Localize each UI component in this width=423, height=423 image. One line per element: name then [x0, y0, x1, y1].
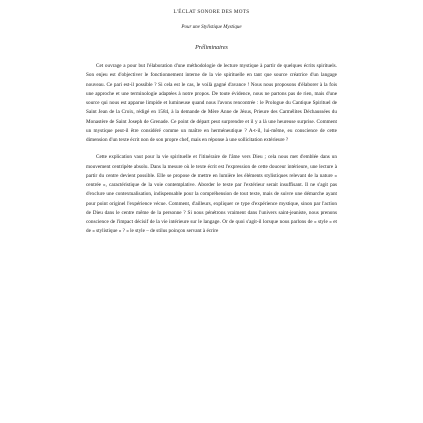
section-heading: Préliminaires: [195, 45, 228, 51]
running-title: L'ÉCLAT SONORE DES MOTS: [173, 9, 250, 15]
paragraph: Cet ouvrage a pour but l'élaboration d'une méthodologie de lecture mystique à partir de quelques écrits spirituels. Son enjeu est d'objectiver le fonctionnement interne de la vie spirituelle en tant que source créatrice d'un langage nouveau. Ce pari est-il possible ? Si cela est le cas, le voilà gagné d'avance ! Nous nous proposons d'élaborer à la fois une approche et une terminologie adaptées à notre propos. De toute évidence, nous ne partons pas de rien, mais d'une source qui nous est apparue limpide et lumineuse quand nous l'avons rencontrée : le Prologue du Cantique Spirituel de Saint Jean de la Croix, rédigé en 1584, à la demande de Mère Anne de Jésus, Prieure des Carmélites Déchaussées du Monastère de Saint Joseph de Grenade. Ce point de départ peut surprendre et il y a là une heureuse surprise. Comment un mystique peut-il être considéré comme un maître en herméneutique ? A-t-il, lui-même, eu conscience de cette dimension d'un texte écrit non de son propre chef, mais en réponse à une sollicitation extérieure ?: [86, 63, 337, 143]
body-text: [86, 62, 337, 237]
subtitle: Pour une Stylistique Mystique: [181, 25, 242, 30]
paragraph: Cette explication vaut pour la vie spirituelle et l'itinéraire de l'âme vers Dieu ; cela nous met d'emblée dans un mouvement centripète absolu. Dans la mesure où le texte écrit est l'expression de cette douceur intérieure, une lecture à partir du centre devient possible. Elle se propose de mettre en lumière les éléments stylistiques relevant de la nature « centrée », caractéristique de la voie contemplative. Aborder le texte par l'extérieur serait insuffisant. Il ne s'agit pas d'exclure une contextualisation, indispensable pour la compréhension de tout texte, mais de suivre une démarche ayant pour point originel l'expérience vécue. Comment, d'ailleurs, expliquer ce type d'expérience mystique, sinon par l'action de Dieu dans le centre même de la personne ? Si nous pénétrons vraiment dans l'univers saint-jeaniste, nous prenons conscience de l'impact décisif de la vie intérieure sur le langage. Or de quoi s'agit-il lorsque nous parlons de « style » et de « stylistique » ? « le style – de stilus poinçon servant à écrire: [86, 154, 337, 235]
